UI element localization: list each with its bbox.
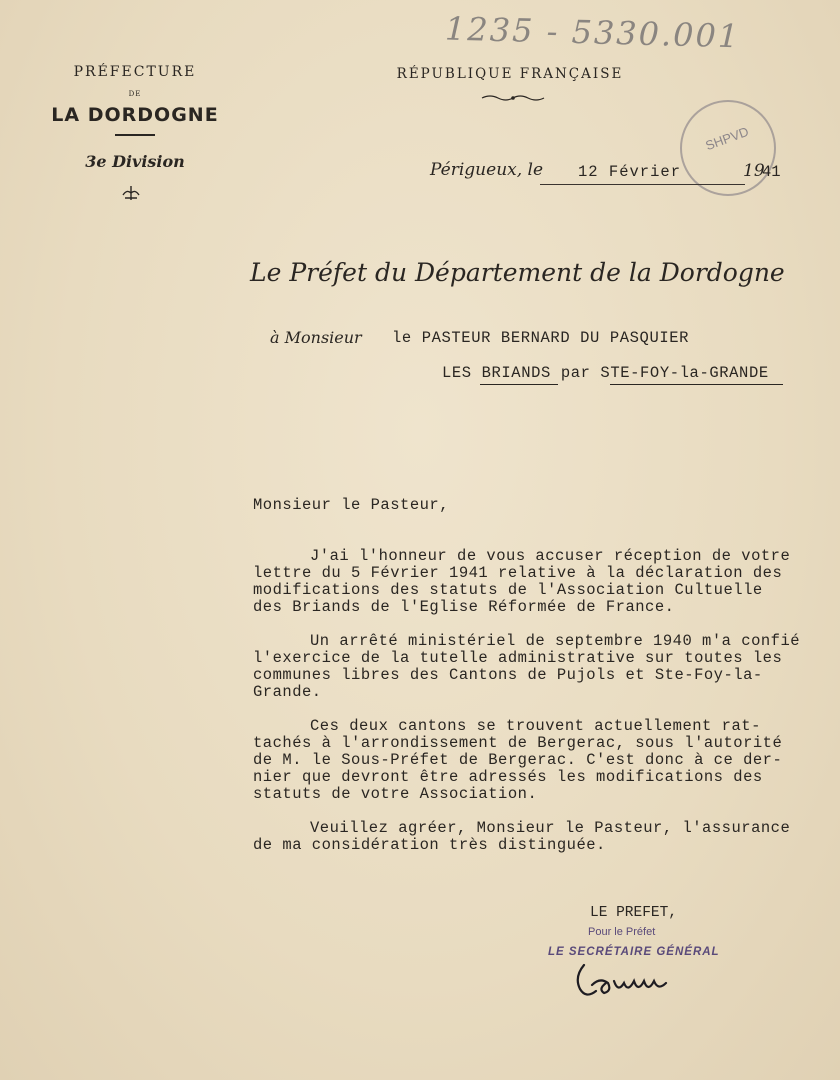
stamp-pour-le-prefet: Pour le Préfet (588, 926, 656, 938)
prefecture-de-label: DE (128, 90, 142, 98)
address-underline (610, 384, 783, 385)
archive-stamp-text: SHPVD (703, 123, 751, 154)
dateline-year-prefix: 19 (743, 161, 765, 181)
dateline-city: Périgueux, le (430, 160, 544, 180)
address-underline (480, 384, 558, 385)
dateline-year: 41 (762, 163, 781, 181)
recipient-name: le PASTEUR BERNARD DU PASQUIER (392, 329, 690, 347)
paragraph-first-line: Un arrêté ministériel de septembre 1940 m'a confié (310, 632, 801, 650)
sender-heading: Le Préfet du Département de la Dordogne (250, 258, 785, 287)
paragraph-body: l'exercice de la tutelle administrative sur toutes les communes libres des Cantons de Pujols et Ste-Foy-la- Grande. (253, 649, 783, 701)
recipient-address: LES BRIANDS par STE-FOY-la-GRANDE (442, 364, 769, 382)
dateline-rule (540, 184, 745, 185)
ornament-icon (119, 185, 143, 201)
dateline-date: 12 Février (578, 163, 682, 181)
letterhead-rule (115, 134, 155, 136)
division-label: 3e Division (85, 152, 185, 171)
paragraph-first-line: Ces deux cantons se trouvent actuellement rat- (310, 717, 761, 735)
paragraph-body: tachés à l'arrondissement de Bergerac, sous l'autorité de M. le Sous-Préfet de Bergerac. C'est donc à ce der- nier que devront être adressés les modifications des statuts de votre Association. (253, 734, 783, 803)
archive-reference: 1235 - 5330.001 (444, 9, 741, 56)
salutation: Monsieur le Pasteur, (253, 496, 450, 514)
paragraph-body: lettre du 5 Février 1941 relative à la déclaration des modifications des statuts de l'Association Cultuelle des Briands de l'Eglise Réformée de France. (253, 564, 783, 616)
paragraph-body: de ma considération très distinguée. (253, 836, 606, 854)
recipient-prefix: à Monsieur (270, 328, 362, 347)
ornament-flourish-icon (480, 92, 546, 104)
republique-header: RÉPUBLIQUE FRANÇAISE (396, 66, 624, 82)
prefecture-label: PRÉFECTURE (73, 64, 197, 80)
paragraph-first-line: Veuillez agréer, Monsieur le Pasteur, l'assurance (310, 819, 791, 837)
stamp-secretaire-general: LE SECRÉTAIRE GÉNÉRAL (548, 946, 720, 958)
handwritten-signature (570, 955, 690, 1000)
department-name: LA DORDOGNE (51, 104, 219, 126)
paragraph-first-line: J'ai l'honneur de vous accuser réception de votre (310, 547, 791, 565)
signatory-title: LE PREFET, (590, 905, 678, 921)
